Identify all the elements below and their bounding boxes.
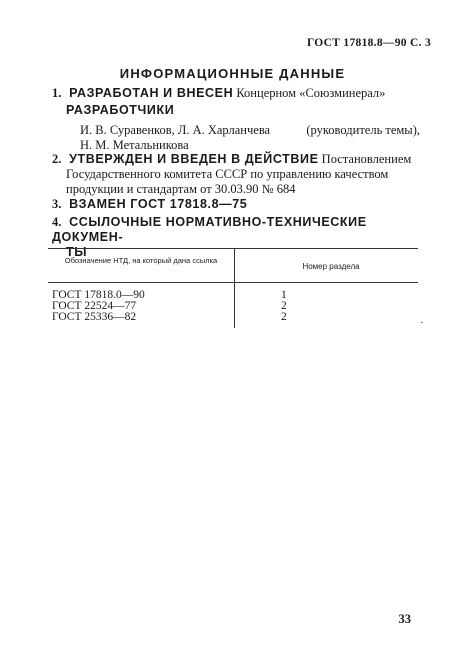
section-1-number: 1. bbox=[52, 86, 62, 100]
table-column-divider bbox=[234, 248, 235, 328]
table-top-rule bbox=[48, 248, 418, 249]
table-cell-document: ГОСТ 25336—82 bbox=[52, 311, 137, 323]
developers-role: (руководитель темы), bbox=[306, 123, 420, 137]
developers-names-line1: И. В. Суравенков, Л. А. Харланчева bbox=[80, 123, 271, 137]
section-3 bbox=[52, 197, 435, 212]
section-2 bbox=[52, 152, 435, 197]
page-number: 33 bbox=[398, 612, 411, 626]
page-title: ИНФОРМАЦИОННЫЕ ДАННЫЕ bbox=[119, 66, 346, 81]
section-3-number: 3. bbox=[52, 197, 62, 211]
section-2-heading: УТВЕРЖДЕН И ВВЕДЕН В ДЕЙСТВИЕ bbox=[69, 152, 319, 166]
table-cell-section: 1 bbox=[281, 289, 287, 301]
table-cell-section: 2 bbox=[281, 311, 287, 323]
table-cell-document: ГОСТ 22524—77 bbox=[52, 300, 137, 312]
developers-list bbox=[80, 123, 420, 153]
section-4-number: 4. bbox=[52, 215, 62, 229]
stray-dot-mark: · bbox=[420, 317, 424, 329]
section-1-heading: РАЗРАБОТАН И ВНЕСЕН bbox=[69, 86, 234, 100]
section-4-heading: ССЫЛОЧНЫЕ НОРМАТИВНО-ТЕХНИЧЕСКИЕ ДОКУМЕН- bbox=[52, 215, 367, 244]
table-row bbox=[52, 311, 287, 323]
table-cell-document: ГОСТ 17818.0—90 bbox=[52, 289, 145, 301]
developers-names-line2: Н. М. Метальникова bbox=[80, 138, 189, 152]
section-1 bbox=[52, 86, 435, 101]
section-2-number: 2. bbox=[52, 152, 62, 166]
section-4 bbox=[52, 215, 435, 260]
section-2-text-continued: Государственного комитета СССР по управлению качеством продукции и стандартам от 30.03.90 № 684 bbox=[66, 167, 389, 196]
section-4-heading-continued: ТЫ bbox=[66, 245, 88, 259]
section-3-heading: ВЗАМЕН ГОСТ 17818.8—75 bbox=[69, 197, 248, 211]
table-cell-section: 2 bbox=[281, 300, 287, 312]
table-header-document: Обозначение НТД, на который дана ссылка bbox=[64, 256, 218, 265]
section-2-text: Постановлением bbox=[321, 152, 412, 166]
developers-heading: РАЗРАБОТЧИКИ bbox=[66, 103, 175, 117]
standard-reference-header: ГОСТ 17818.8—90 С. 3 bbox=[306, 37, 431, 49]
section-1-text: Концерном «Союзминерал» bbox=[236, 86, 386, 100]
table-header-rule bbox=[48, 282, 418, 283]
table-header-section: Номер раздела bbox=[302, 262, 360, 271]
